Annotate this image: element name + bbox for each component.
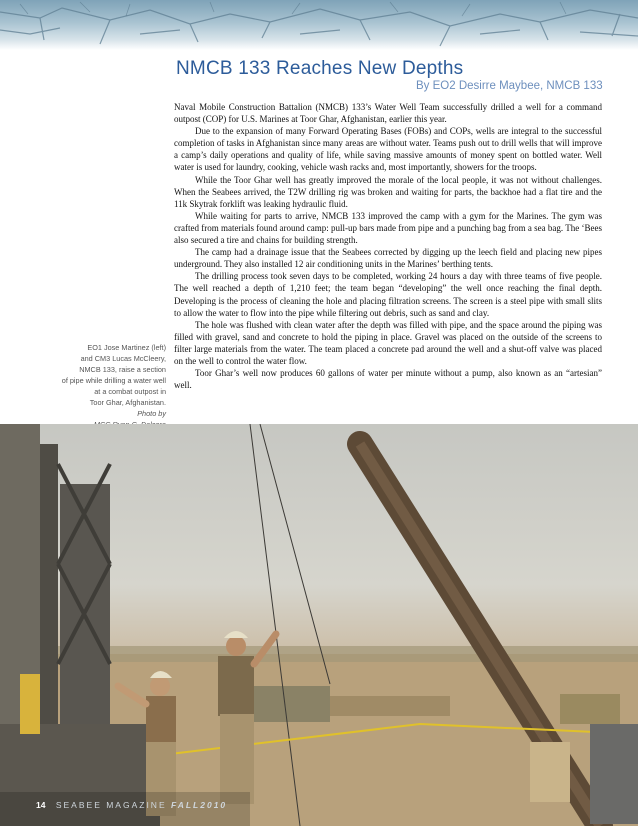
- caption-line: at a combat outpost in: [94, 387, 166, 396]
- page-number: 14: [36, 800, 46, 810]
- cracked-earth-texture: [0, 0, 638, 50]
- photo-credit-label: Photo by: [137, 409, 166, 418]
- barrier-wall: [330, 696, 450, 716]
- background-vehicle: [560, 694, 620, 724]
- article-paragraph: While waiting for parts to arrive, NMCB 133 improved the camp with a gym for the Marines. The gym was crafted from materials found around camp: pull-up bars made from pipe and a punching bag from a sea bag. The ‘Bees also secured a tire and chains for building strength.: [174, 210, 602, 246]
- article-paragraph: Naval Mobile Construction Battalion (NMCB) 133’s Water Well Team successfully drilled a well for a command outpost (COP) for U.S. Marines at Toor Ghar, Afghanistan, earlier this year.: [174, 102, 602, 125]
- caption-line: EO1 Jose Martinez (left): [87, 343, 166, 352]
- drilling-rig: [0, 424, 160, 826]
- cracked-earth-banner: [0, 0, 638, 50]
- article-byline: By EO2 Desirre Maybee, NMCB 133: [416, 80, 603, 92]
- caption-line: and CM3 Lucas McCleery,: [80, 354, 166, 363]
- article-paragraph: Toor Ghar’s well now produces 60 gallons of water per minute without a pump, also known as an “artesian” well.: [174, 368, 602, 391]
- article-paragraph: The camp had a drainage issue that the Seabees corrected by digging up the leech field and placing new pipes underground. They also installed 12 air conditioning units in the Marines’ berthing tents.: [174, 247, 602, 270]
- article-title: NMCB 133 Reaches New Depths: [176, 58, 464, 79]
- caption-line: of pipe while drilling a water well: [61, 376, 166, 385]
- page-footer: [36, 800, 227, 810]
- caption-line: NMCB 133, raise a section: [79, 365, 166, 374]
- barrel: [530, 742, 570, 802]
- issue-label: FALL2010: [171, 800, 228, 810]
- article-paragraph: The drilling process took seven days to be completed, working 24 hours a day with three teams of five people. The well reached a depth of 1,210 feet; the team began “developing” the well once reaching the final depth. Developing is the process of cleaning the hole and placing filtration screens. The screen is a steel pipe with small slits to allow the water to flow into the pipe while filtering out debris, such as sand and clay.: [174, 271, 602, 318]
- article-body: [174, 101, 602, 391]
- equipment: [590, 724, 638, 824]
- drilling-photo: [0, 424, 638, 826]
- magazine-name: SEABEE MAGAZINE: [55, 800, 167, 810]
- photo-caption: [28, 342, 166, 430]
- article-paragraph: Due to the expansion of many Forward Operating Bases (FOBs) and COPs, wells are integral to the successful completion of tasks in Afghanistan since many areas are without water. Teams push out to drill wells that will improve a camp’s daily operations and quality of life, while saving massive amounts of money spent on bottled water. Well water is used for laundry, cooking, vehicle wash racks and, most importantly, showers for the troops.: [174, 126, 602, 173]
- article-paragraph: The hole was flushed with clean water after the depth was filled with pipe, and the space around the piping was filled with gravel, sand and concrete to hold the piping in place. Gravel was placed on the outside of the screens to filter large materials from the water. The team placed a concrete pad around the well and a shut-off valve was placed on the well to control the water flow.: [174, 319, 602, 366]
- drilling-scene-illustration: [0, 424, 638, 826]
- caption-line: Toor Ghar, Afghanistan.: [89, 398, 166, 407]
- article-paragraph: While the Toor Ghar well has greatly improved the morale of the local people, it was not without challenges. When the Seabees arrived, the T2W drilling rig was broken and waiting for parts, the backhoe had a flat tire and the 11k Skytrak forklift was leaking hydraulic fluid.: [174, 174, 602, 209]
